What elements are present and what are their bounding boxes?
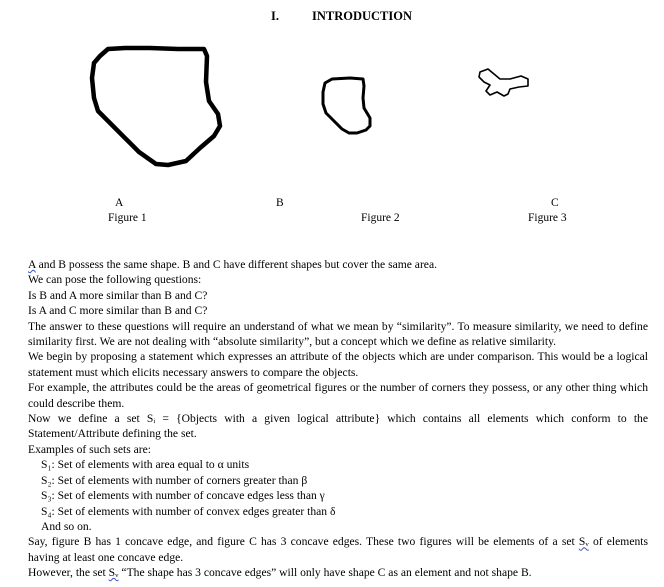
shape-label-a: A bbox=[115, 197, 124, 209]
paragraph: A and B possess the same shape. B and C have different shapes but cover the same area. bbox=[28, 258, 437, 271]
paragraph: For example, the attributes could be the areas of geometrical figures or the number of corners they possess, or any other thing which could describe them. bbox=[28, 381, 648, 410]
shape-a bbox=[92, 48, 220, 165]
paragraph: Examples of such sets are: bbox=[28, 442, 151, 456]
paragraph: The answer to these questions will require an understand of what we mean by “similarity”. To measure similarity, we need to define similarity first. We are not dealing with “absolute similarity”, but a concept which we define as relative similarity. bbox=[28, 319, 648, 349]
figure-1-caption: Figure 1 bbox=[108, 212, 147, 224]
section-number: I. bbox=[271, 9, 279, 23]
shape-label-c: C bbox=[551, 197, 559, 209]
section-heading bbox=[0, 9, 664, 27]
figure-3-caption: Figure 3 bbox=[528, 212, 567, 224]
shape-c bbox=[479, 69, 528, 96]
spellcheck-mark: Sᵥ bbox=[108, 566, 119, 580]
shape-label-b: B bbox=[276, 197, 284, 209]
figure-shapes bbox=[0, 30, 664, 190]
list-item: S₃: Set of elements with number of concave edges less than γ bbox=[41, 489, 325, 503]
spellcheck-mark: Sᵥ bbox=[578, 535, 589, 549]
paragraph: Say, figure B has 1 concave edge, and figure C has 3 concave edges. These two figures will be elements of a set Sᵥ of elements having at least one concave edge. bbox=[28, 535, 648, 564]
paragraph: Now we define a set Sᵢ = {Objects with a given logical attribute} which contains all elements which conform to the Statement/Attribute defining the set. bbox=[28, 412, 648, 441]
paragraph: We can pose the following questions: bbox=[28, 273, 202, 287]
list-item: And so on. bbox=[41, 519, 92, 533]
spellcheck-mark: A bbox=[28, 258, 36, 271]
paragraph: However, the set Sᵥ “The shape has 3 concave edges” will only have shape C as an element and not shape B. bbox=[28, 566, 532, 580]
list-item: S₁: Set of elements with area equal to α units bbox=[41, 458, 250, 472]
list-item: S₄: Set of elements with number of convex edges greater than δ bbox=[41, 504, 336, 518]
paragraph: Is B and A more similar than B and C? bbox=[28, 288, 208, 302]
figure-2-caption: Figure 2 bbox=[361, 212, 400, 224]
paragraph: We begin by proposing a statement which expresses an attribute of the objects which are under comparison. This would be a logical statement must which elicits necessary answers to compare the objects. bbox=[28, 350, 648, 379]
shape-b bbox=[323, 78, 370, 133]
body-text bbox=[28, 257, 648, 581]
paragraph: Is A and C more similar than B and C? bbox=[28, 304, 208, 318]
section-title: INTRODUCTION bbox=[312, 9, 413, 23]
list-item: S₂: Set of elements with number of corners greater than β bbox=[41, 473, 308, 487]
